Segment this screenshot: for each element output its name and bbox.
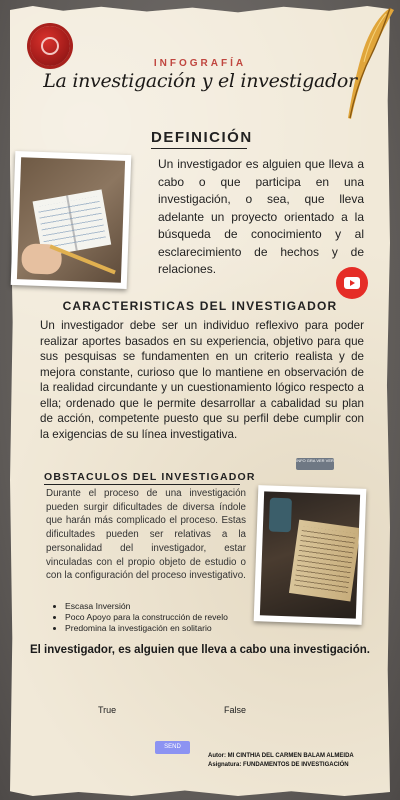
info-tag: INFO GRA VER VER <box>296 458 334 470</box>
page-title: La investigación y el investigador <box>43 70 357 92</box>
credits <box>208 752 354 769</box>
quiz-question: El investigador, es alguien que lleva a cabo una investigación. <box>30 644 370 656</box>
author-label: Autor: MI CINTHIA DEL CARMEN BALAM ALMEIDA <box>208 753 354 759</box>
definition-text: Un investigador es alguien que lleva a cabo o que participa en una investigación, o sea, que lleva adelante un proyecto orientado a la búsqueda de conocimiento y al esclarecimiento de hechos y de relaciones. <box>158 157 364 276</box>
characteristics-text: Un investigador debe ser un individuo reflexivo para poder realizar aportes basados en su experiencia, objetivo para que sus pesquisas se fundamenten en un criterio realista y de mejora constante, curioso que lo mantiene en observación de la realidad circundante y un cuestionamiento lógico respecto a ella; ordenado que le permite desarrollar a cabalidad su plan de acción, competente puesto que su perfil debe cumplir con la exigencias de su línea investigativa. <box>40 319 364 441</box>
subject-label: Asignatura: FUNDAMENTOS DE INVESTIGACIÓN <box>208 761 349 768</box>
obstacles-heading-underline <box>44 484 240 485</box>
quiz-option-true[interactable]: True <box>98 705 117 715</box>
youtube-icon[interactable] <box>336 267 368 299</box>
definition-heading-underline <box>151 148 247 149</box>
send-button[interactable]: SEND <box>155 741 190 754</box>
obstacles-text: Durante el proceso de una investigación pueden surgir dificultades de diversa índole que harán más complicado el proceso. Estas dificultades pueden ser relativas a la personalidad del investigador, estar vinculadas con el propio objeto de estudio o con la configuración del proceso investigativo. <box>46 488 246 582</box>
old-book-photo <box>254 485 367 625</box>
list-item: • Escasa Inversión <box>65 601 228 612</box>
definition-heading: DEFINICIÓN <box>151 129 253 146</box>
obstacles-list <box>52 601 228 634</box>
list-item: • Predomina la investigación en solitario <box>65 623 228 634</box>
list-item: • Poco Apoyo para la construcción de revelo <box>65 612 228 623</box>
overline-label: INFOGRAFÍA <box>153 58 247 69</box>
obstacles-heading: OBSTACULOS DEL INVESTIGADOR <box>44 471 256 483</box>
notebook-photo <box>11 151 132 289</box>
characteristics-heading: CARACTERISTICAS DEL INVESTIGADOR <box>62 299 338 313</box>
quiz-option-false[interactable]: False <box>224 705 247 715</box>
